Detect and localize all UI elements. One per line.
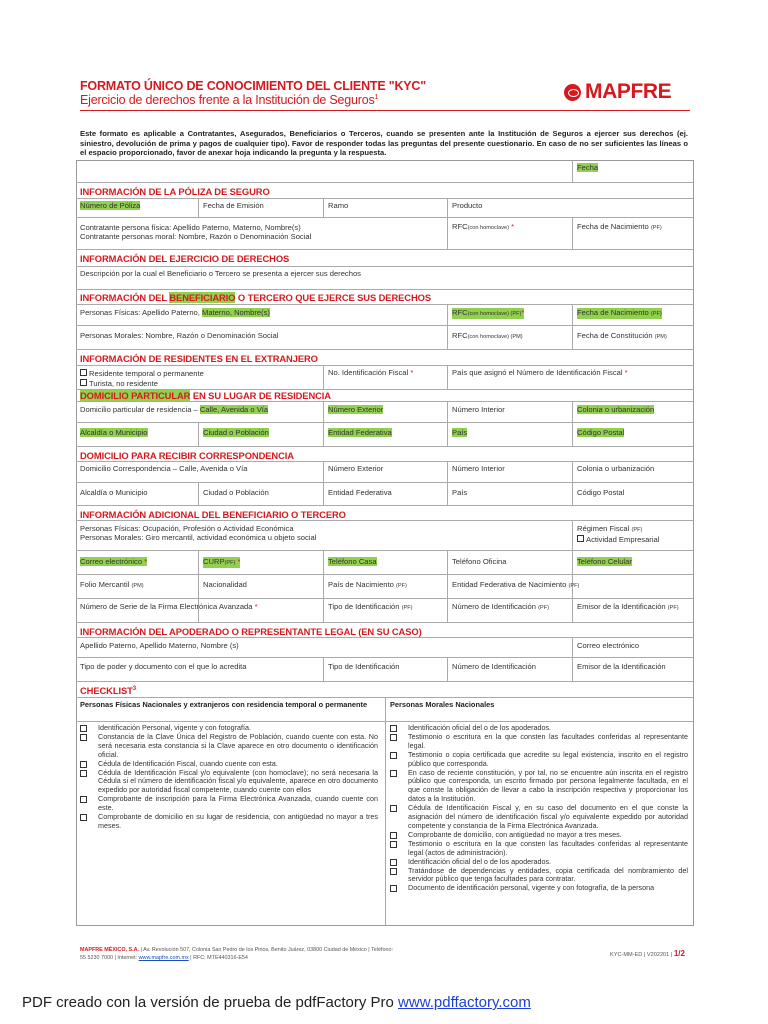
checklist-item-text: Tratándose de dependencias y entidades, copia certificada del nombramiento del servidor público que tenga facultades para contratar.	[408, 865, 688, 884]
checkbox-icon	[80, 379, 87, 386]
numero-identificacion-field[interactable]: Número de Identificación (PF)	[452, 602, 549, 611]
checklist-item[interactable]	[80, 813, 378, 831]
section-poliza-title: INFORMACIÓN DE LA PÓLIZA DE SEGURO	[80, 186, 270, 197]
checklist-item-text: Cédula de Identificación Fiscal y/o equivalente (con homoclave); no será necesaria la Cédula si el número de identificación fiscal y/o equivalente, aparece en otro documento expedido por autoridad fiscal competente, cuando cuente con ellos	[98, 767, 378, 795]
checklist-item-text: Identificación Personal, vigente y con fotografía.	[98, 723, 252, 732]
checklist-item[interactable]	[390, 867, 688, 885]
fecha-nacimiento-pf-field[interactable]: Fecha de Nacimiento (PF)	[577, 308, 662, 317]
checkbox-icon[interactable]	[80, 761, 87, 768]
pais-asigno-field[interactable]: País que asignó el Número de Identificación Fiscal *	[452, 368, 628, 377]
numero-poliza-field[interactable]: Número de Póliza	[80, 201, 141, 210]
checkbox-icon[interactable]	[80, 796, 87, 803]
emisor-identificacion-field[interactable]: Emisor de la Identificación (PF)	[577, 602, 679, 611]
rfc-pm-field[interactable]: RFC(con homoclave) (PM)	[452, 331, 523, 340]
fecha-field[interactable]: Fecha	[577, 163, 599, 172]
intro-paragraph: Este formato es aplicable a Contratantes, Asegurados, Beneficiarios o Terceros, cuando se presenten ante la Institución de Seguros a ejercer sus derechos (ej. siniestro, devolución de prima y pagos de cualquier tipo). Favor de responder todas las preguntas del presente cuestionario. En caso de no ser suficientes las líneas o el espacio proporcionado, favor de anexar hoja indicando la pregunta y la respuesta.	[80, 129, 688, 158]
checkbox-icon[interactable]	[80, 814, 87, 821]
ramo-field[interactable]: Ramo	[328, 201, 349, 210]
contratante-fisica-field[interactable]: Contratante persona física: Apellido Paterno, Materno, Nombre(s)	[80, 223, 301, 232]
pdffactory-watermark: PDF creado con la versión de prueba de pdfFactory Pro www.pdffactory.com	[22, 994, 531, 1011]
checkbox-icon[interactable]	[80, 734, 87, 741]
corr-numero-exterior-field[interactable]: Número Exterior	[328, 464, 384, 473]
checkbox-icon[interactable]	[390, 752, 397, 759]
section-residentes-title: INFORMACIÓN DE RESIDENTES EN EL EXTRANJERO	[80, 353, 318, 364]
corr-colonia-field[interactable]: Colonia o urbanización	[577, 464, 655, 473]
checklist-item-text: Cédula de Identificación Fiscal, cuando cuente con esta.	[98, 758, 278, 768]
turista-checkbox[interactable]: Turista, no residente	[80, 379, 158, 388]
corr-alcaldia-field[interactable]: Alcaldía o Municipio	[80, 488, 148, 497]
checkbox-icon[interactable]	[390, 885, 397, 892]
beneficiario-morales-field[interactable]: Personas Morales: Nombre, Razón o Denominación Social	[80, 331, 279, 340]
checklist-item-text: Cédula de Identificación Fiscal y, en su caso del documento en el que conste la asignación del número de identificación fiscal y/o equivalente expedido por autoridad competente y constancia de la Firma Electrónica Avanzada.	[408, 803, 688, 830]
telefono-casa-field[interactable]: Teléfono Casa	[328, 557, 377, 566]
checklist-item[interactable]	[80, 733, 378, 760]
checklist-col2-list	[390, 724, 688, 893]
checkbox-icon[interactable]	[390, 868, 397, 875]
domicilio-calle-field[interactable]: Domicilio particular de residencia – Calle, Avenida o Vía	[80, 405, 269, 414]
checklist-item-text: Identificación oficial del o de los apoderados.	[408, 723, 552, 732]
checklist-item-text: Documento de identificación personal, vigente y con fotografía, de la persona	[408, 883, 655, 893]
checklist-item[interactable]	[390, 751, 688, 769]
footer-form-code: KYC-MM-ED | V202201 | 1/2	[610, 949, 685, 958]
checklist-item-text: Testimonio o copia certificada que acredite su legal existencia, inscrito en el registro público que corresponda.	[408, 749, 688, 768]
ocupacion-field[interactable]: Personas Físicas: Ocupación, Profesión o Actividad Económica	[80, 524, 294, 533]
codigo-postal-field[interactable]: Código Postal	[577, 428, 625, 437]
section-apoderado-title: INFORMACIÓN DEL APODERADO O REPRESENTANTE LEGAL (EN SU CASO)	[80, 626, 422, 637]
pdffactory-link[interactable]: www.pdffactory.com	[398, 994, 531, 1011]
producto-field[interactable]: Producto	[452, 201, 483, 210]
fecha-emision-field[interactable]: Fecha de Emisión	[203, 201, 264, 210]
checklist-col1-list	[80, 724, 378, 831]
contratante-moral-field[interactable]: Contratante personas moral: Nombre, Razón o Denominación Social	[80, 232, 312, 241]
telefono-celular-field[interactable]: Teléfono Celular	[577, 557, 632, 566]
checkbox-icon[interactable]	[390, 734, 397, 741]
colonia-field[interactable]: Colonia o urbanización	[577, 405, 655, 414]
checklist-item[interactable]	[390, 840, 688, 858]
actividad-empresarial-checkbox[interactable]: Actividad Empresarial	[577, 535, 659, 544]
checklist-item-text: Constancia de la Clave Única del Registro de Población, cuando cuente con esta. No será necesaria esta constancia si la Clave aparece en otro documento o identificación oficial.	[98, 731, 378, 759]
beneficiario-fisicas-field[interactable]: Personas Físicas: Apellido Paterno, Materno, Nombre(s)	[80, 308, 270, 317]
mapfre-logo-icon	[564, 84, 581, 101]
descripcion-field[interactable]: Descripción por la cual el Beneficiario o Tercero se presenta a ejercer sus derechos	[80, 269, 361, 278]
checkbox-icon[interactable]	[80, 725, 87, 732]
checkbox-icon[interactable]	[390, 725, 397, 732]
alcaldia-field[interactable]: Alcaldía o Municipio	[80, 428, 148, 437]
apoderado-nombre-field[interactable]: Apellido Paterno, Apellido Materno, Nombre (s)	[80, 641, 239, 650]
checklist-item-text: Identificación oficial del o de los apoderados.	[408, 856, 552, 866]
firma-electronica-field[interactable]: Número de Serie de la Firma Electrónica Avanzada *	[80, 602, 258, 611]
corr-numero-interior-field[interactable]: Número Interior	[452, 464, 505, 473]
footer-website-link[interactable]: www.mapfre.com.mx	[138, 955, 189, 961]
section-adicional-title: INFORMACIÓN ADICIONAL DEL BENEFICIARIO O TERCERO	[80, 509, 346, 520]
header-rule	[80, 110, 690, 111]
apoderado-correo-field[interactable]: Correo electrónico	[577, 641, 640, 650]
checklist-item-text: En caso de reciente constitución, y por tal, no se encuentre aún inscrita en el registro público que corresponda, un escrito firmado por persona legalmente facultada, en el que conste la obligación de llevar a cabo la inscripción respectiva y proporcionar los datos a la Institución.	[408, 767, 688, 804]
checklist-item[interactable]	[390, 733, 688, 751]
checkbox-icon[interactable]	[390, 805, 397, 812]
checkbox-icon[interactable]	[390, 832, 397, 839]
checklist-item[interactable]	[80, 795, 378, 813]
tipo-identificacion-field[interactable]: Tipo de Identificación (PF)	[328, 602, 413, 611]
residente-checkbox[interactable]: Residente temporal o permanente	[80, 369, 204, 378]
pais-nacimiento-field[interactable]: País de Nacimiento (PF)	[328, 580, 407, 589]
numero-exterior-field[interactable]: Número Exterior	[328, 405, 384, 414]
apoderado-tipo-identificacion-field[interactable]: Tipo de Identificación	[328, 662, 400, 671]
corr-ciudad-field[interactable]: Ciudad o Población	[203, 488, 269, 497]
checkbox-icon[interactable]	[390, 770, 397, 777]
checklist-item[interactable]	[390, 884, 688, 893]
regimen-fiscal-field[interactable]: Régimen Fiscal (PF)	[577, 524, 643, 533]
fecha-constitucion-field[interactable]: Fecha de Constitución (PM)	[577, 331, 667, 340]
correo-electronico-field[interactable]: Correo electrónico *	[80, 557, 148, 566]
checkbox-icon[interactable]	[390, 859, 397, 866]
no-identificacion-fiscal-field[interactable]: No. Identificación Fiscal *	[328, 368, 414, 377]
section-checklist-title: CHECKLIST$^3$	[80, 685, 136, 696]
tipo-poder-field[interactable]: Tipo de poder y documento con el que lo acredita	[80, 662, 247, 671]
corr-codigo-postal-field[interactable]: Código Postal	[577, 488, 625, 497]
checkbox-icon[interactable]	[80, 770, 87, 777]
nacionalidad-field[interactable]: Nacionalidad	[203, 580, 247, 589]
corr-pais-field[interactable]: País	[452, 488, 468, 497]
checklist-item-text: Comprobante de inscripción para la Firma Electrónica Avanzada, cuando cuente con este.	[98, 794, 378, 813]
section-ejercicio-title: INFORMACIÓN DEL EJERCICIO DE DERECHOS	[80, 253, 290, 264]
mapfre-logo	[564, 80, 671, 104]
checklist-item[interactable]	[390, 804, 688, 831]
rfc-contratante-field[interactable]: RFC(con homoclave) *	[452, 222, 515, 231]
ciudad-field[interactable]: Ciudad o Población	[203, 428, 269, 437]
checklist-item[interactable]	[80, 769, 378, 796]
apoderado-emisor-field[interactable]: Emisor de la Identificación	[577, 662, 666, 671]
section-domicilio-title: DOMICILIO PARTICULAR EN SU LUGAR DE RESIDENCIA	[80, 390, 331, 401]
form-subtitle: Ejercicio de derechos frente a la Institución de Seguros$^1$	[80, 93, 379, 107]
checkbox-icon[interactable]	[390, 841, 397, 848]
checklist-col1-header: Personas Físicas Nacionales y extranjeros con residencia temporal o permanente	[80, 700, 368, 709]
section-beneficiario-title: INFORMACIÓN DEL BENEFICIARIO O TERCERO QUE EJERCE SUS DERECHOS	[80, 292, 431, 303]
giro-mercantil-field[interactable]: Personas Morales: Giro mercantil, actividad económica u objeto social	[80, 533, 317, 542]
folio-mercantil-field[interactable]: Folio Mercantil (PM)	[80, 580, 144, 589]
rfc-pf-field[interactable]: RFC(con homoclave) (PF)*	[452, 308, 525, 317]
corr-entidad-field[interactable]: Entidad Federativa	[328, 488, 392, 497]
telefono-oficina-field[interactable]: Teléfono Oficina	[452, 557, 507, 566]
checklist-item-text: Testimonio o escritura en la que consten las facultades conferidas al representante legal.	[408, 731, 688, 750]
checklist-item-text: Comprobante de domicilio, con antigüedad no mayor a tres meses.	[408, 829, 622, 839]
correspondencia-calle-field[interactable]: Domicilio Correspondencia – Calle, Avenida o Vía	[80, 464, 248, 473]
footer-address: MAPFRE MÉXICO, S.A. | Av. Revolución 507, Colonia San Pedro de los Pinos, Benito Juárez, 03800 Ciudad de México | Teléfono: 55 5230 7000 | Internet: www.mapfre.com.mx | RFC: MTE440316-E54	[80, 947, 393, 961]
checklist-item-text: Testimonio o escritura en la que consten las facultades conferidas al representante legal (actos de administración).	[408, 838, 688, 857]
numero-interior-field[interactable]: Número Interior	[452, 405, 505, 414]
fecha-nacimiento-contratante-field[interactable]: Fecha de Nacimiento (PF)	[577, 222, 662, 231]
checklist-item[interactable]	[390, 769, 688, 805]
section-correspondencia-title: DOMICILIO PARA RECIBIR CORRESPONDENCIA	[80, 450, 294, 461]
entidad-nacimiento-field[interactable]: Entidad Federativa de Nacimiento (PF)	[452, 580, 580, 589]
checklist-col2-header: Personas Morales Nacionales	[390, 700, 495, 709]
apoderado-numero-identificacion-field[interactable]: Número de Identificación	[452, 662, 536, 671]
curp-field[interactable]: CURP(PF) *	[203, 557, 241, 566]
pais-field[interactable]: País	[452, 428, 468, 437]
checklist-item-text: Comprobante de domicilio en su lugar de residencia, con antigüedad no mayor a tres meses.	[98, 812, 378, 830]
form-title: FORMATO ÚNICO DE CONOCIMIENTO DEL CLIENTE "KYC"	[80, 79, 426, 93]
checkbox-icon	[577, 535, 584, 542]
checkbox-icon	[80, 369, 87, 376]
entidad-federativa-field[interactable]: Entidad Federativa	[328, 428, 392, 437]
logo-text: MAPFRE	[585, 80, 672, 103]
